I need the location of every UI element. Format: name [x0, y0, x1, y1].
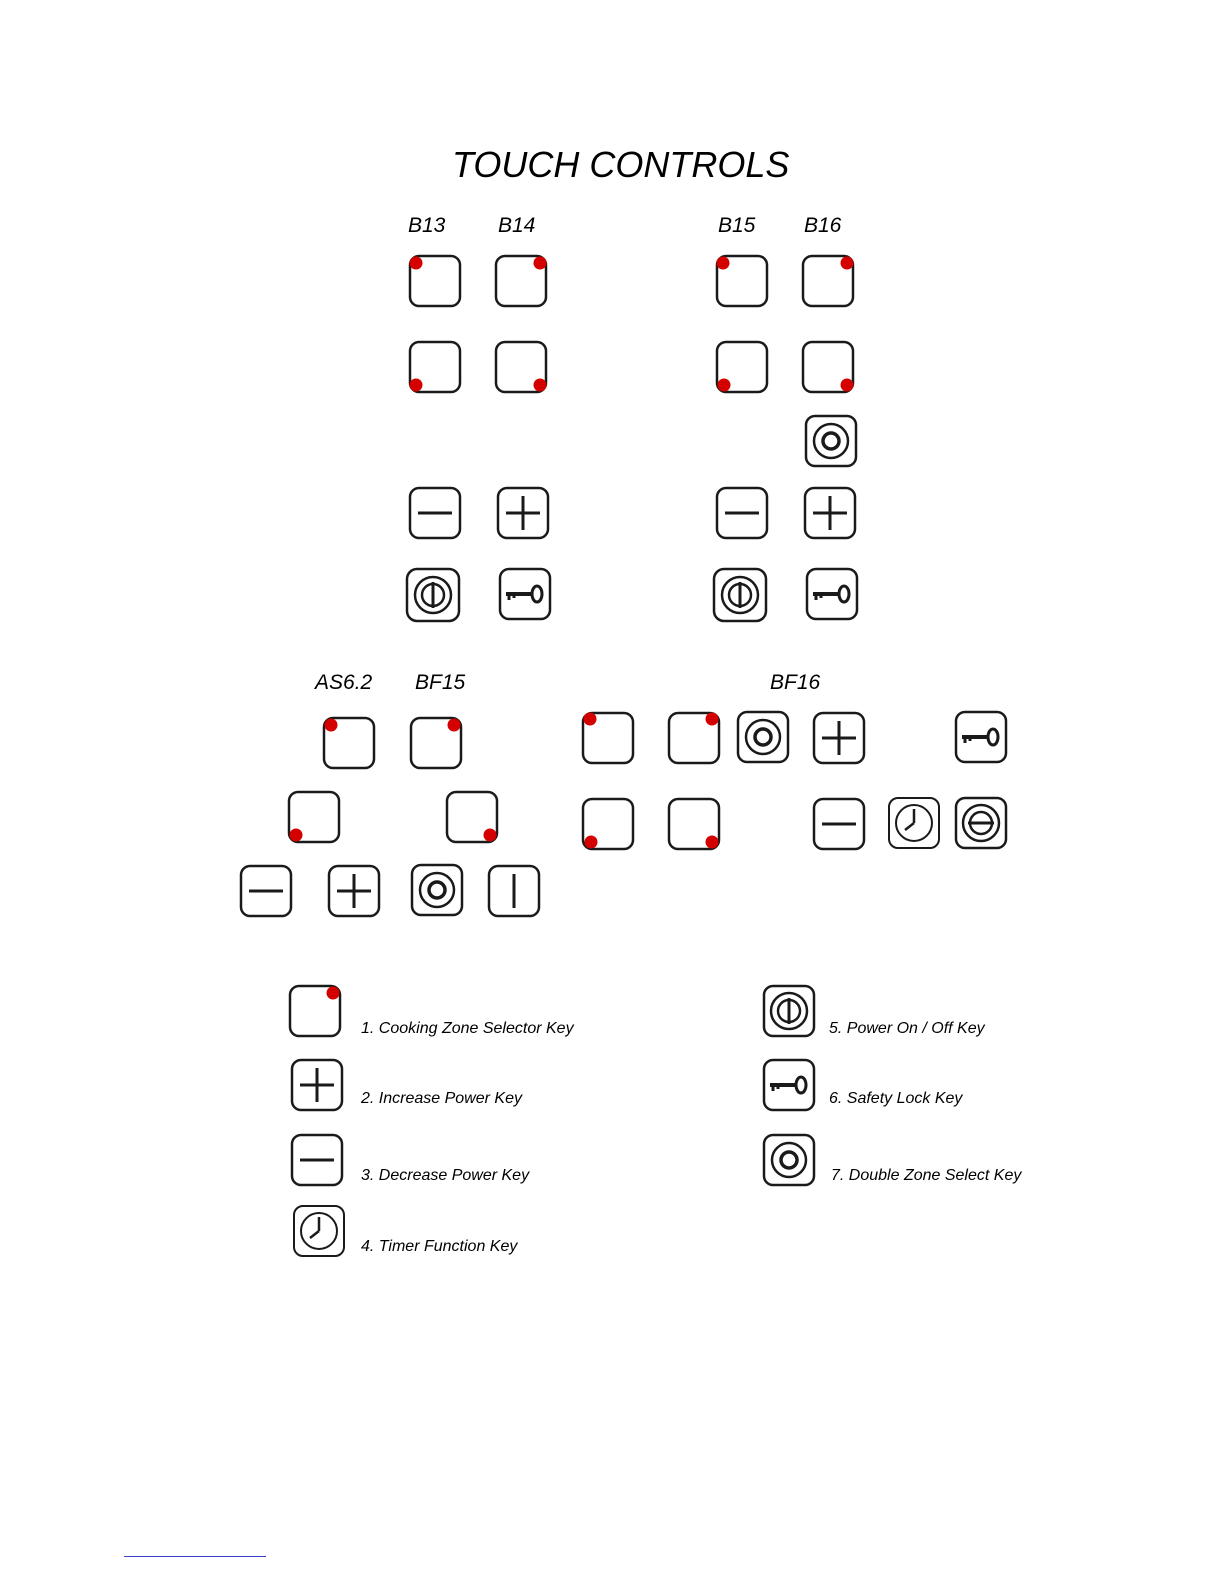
model-label-b13: B13 — [408, 214, 446, 237]
minus-icon — [813, 798, 865, 850]
power-icon — [955, 797, 1007, 849]
legend-item-4: 4. Timer Function Key — [361, 1238, 518, 1255]
zone-selector-icon — [582, 798, 634, 850]
zone-selector-icon — [802, 341, 854, 393]
legend-item-7: 7. Double Zone Select Key — [831, 1167, 1022, 1184]
zone-selector-icon — [409, 341, 461, 393]
zone-selector-icon — [323, 717, 375, 769]
zone-selector-icon — [288, 791, 340, 843]
double-zone-icon — [411, 864, 463, 916]
zone-selector-icon — [495, 255, 547, 307]
minus-icon — [291, 1134, 343, 1186]
zone-selector-icon — [495, 341, 547, 393]
key-icon — [499, 568, 551, 620]
legend-item-1: 1. Cooking Zone Selector Key — [361, 1020, 574, 1037]
on-off-bar-icon — [488, 865, 540, 917]
model-label-b15: B15 — [718, 214, 756, 237]
zone-selector-icon — [668, 798, 720, 850]
minus-icon — [409, 487, 461, 539]
zone-selector-icon — [802, 255, 854, 307]
zone-selector-icon — [409, 255, 461, 307]
power-icon — [713, 568, 767, 622]
legend-item-2: 2. Increase Power Key — [361, 1090, 522, 1107]
key-icon — [763, 1059, 815, 1111]
model-label-bf15: BF15 — [415, 671, 466, 694]
key-icon — [806, 568, 858, 620]
plus-icon — [328, 865, 380, 917]
plus-icon — [291, 1059, 343, 1111]
plus-icon — [497, 487, 549, 539]
zone-selector-icon — [446, 791, 498, 843]
double-zone-icon — [805, 415, 857, 467]
plus-icon — [813, 712, 865, 764]
zone-selector-icon — [410, 717, 462, 769]
minus-icon — [240, 865, 292, 917]
legend-item-5: 5. Power On / Off Key — [829, 1020, 985, 1037]
footnote-rule — [124, 1556, 266, 1557]
zone-selector-icon — [582, 712, 634, 764]
model-label-b14: B14 — [498, 214, 536, 237]
power-icon — [406, 568, 460, 622]
zone-selector-icon — [289, 985, 341, 1037]
legend-item-6: 6. Safety Lock Key — [829, 1090, 963, 1107]
legend-item-3: 3. Decrease Power Key — [361, 1167, 530, 1184]
model-label-bf16: BF16 — [770, 671, 821, 694]
zone-selector-icon — [668, 712, 720, 764]
zone-selector-icon — [716, 341, 768, 393]
model-label-b16: B16 — [804, 214, 842, 237]
zone-selector-icon — [716, 255, 768, 307]
clock-icon — [293, 1205, 345, 1257]
model-label-as62: AS6.2 — [315, 671, 373, 694]
plus-icon — [804, 487, 856, 539]
power-icon — [763, 985, 815, 1037]
clock-icon — [888, 797, 940, 849]
double-zone-icon — [763, 1134, 815, 1186]
minus-icon — [716, 487, 768, 539]
double-zone-icon — [737, 711, 789, 763]
key-icon — [955, 711, 1007, 763]
page-title: TOUCH CONTROLS — [452, 144, 790, 185]
